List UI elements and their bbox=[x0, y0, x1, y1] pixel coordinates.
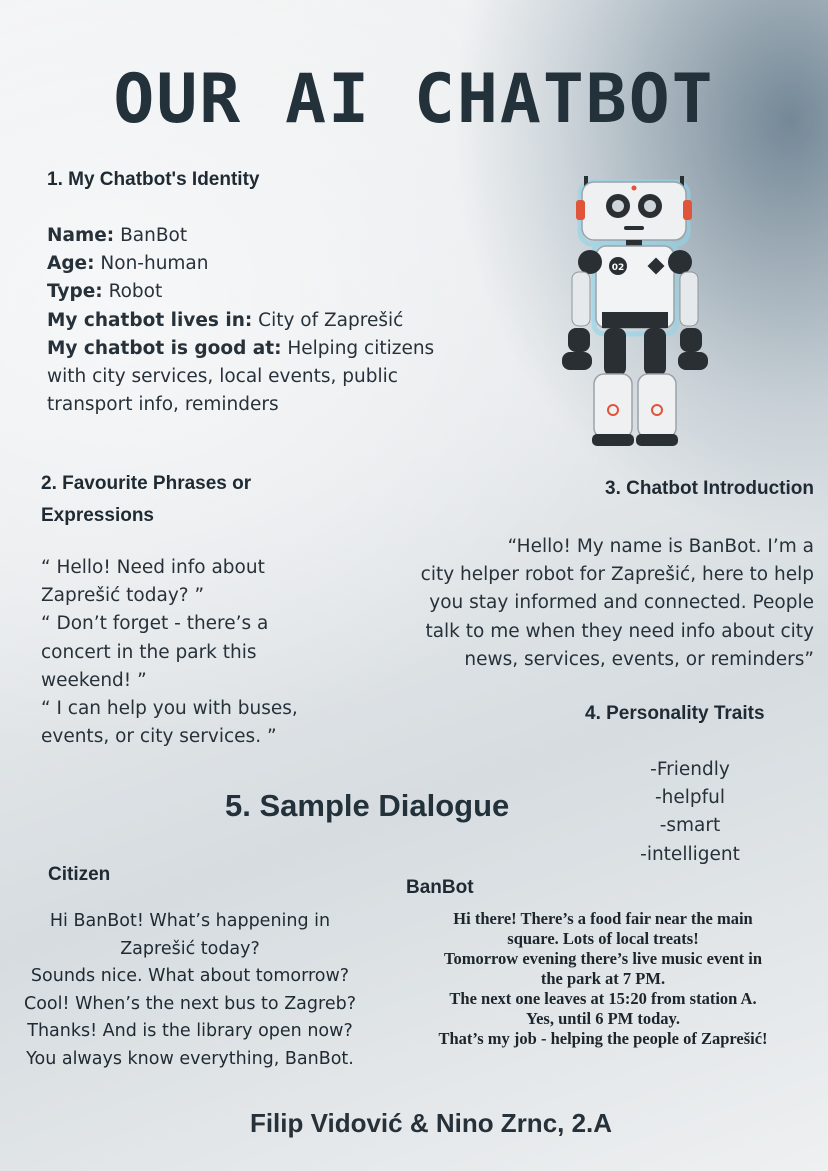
citizen-line: You always know everything, BanBot. bbox=[26, 1048, 354, 1069]
identity-block bbox=[47, 222, 447, 419]
phrases-heading-line: 2. Favourite Phrases or bbox=[41, 473, 252, 494]
phrase-line: concert in the park this bbox=[41, 641, 257, 663]
robot-head bbox=[582, 182, 686, 240]
citizen-line: Hi BanBot! What’s happening in bbox=[49, 911, 331, 931]
phrases-list bbox=[41, 554, 371, 751]
banbot-dialogue bbox=[388, 909, 818, 1049]
identity-heading: 1. My Chatbot's Identity bbox=[47, 169, 260, 190]
lives-value: City of Zaprešić bbox=[258, 309, 404, 331]
trait-item: -smart bbox=[659, 815, 721, 837]
trait-item: -Friendly bbox=[650, 759, 730, 780]
banbot-line: Hi there! There’s a food fair near the main bbox=[453, 909, 753, 928]
good-at-label: My chatbot is good at: bbox=[47, 337, 282, 359]
banbot-label: BanBot bbox=[406, 877, 474, 898]
trait-item: -helpful bbox=[654, 787, 726, 809]
trait-item: -intelligent bbox=[640, 843, 740, 865]
banbot-line: square. Lots of local treats! bbox=[507, 929, 699, 948]
introduction-heading: 3. Chatbot Introduction bbox=[605, 478, 814, 499]
robot-badge-text: 02 bbox=[611, 263, 625, 273]
citizen-label: Citizen bbox=[48, 864, 111, 885]
age-label: Age: bbox=[47, 253, 95, 275]
banbot-line: Tomorrow evening there’s live music event in bbox=[443, 949, 763, 968]
dialogue-heading: 5. Sample Dialogue bbox=[225, 788, 510, 823]
type-label: Type: bbox=[47, 281, 103, 303]
good-at-value-line: transport info, reminders bbox=[47, 394, 279, 416]
good-at-value: Helping citizens bbox=[287, 337, 435, 359]
introduction-line: “Hello! My name is BanBot. I’m a bbox=[507, 536, 814, 557]
age-value: Non-human bbox=[100, 253, 209, 275]
type-value: Robot bbox=[108, 281, 163, 303]
introduction-line: you stay informed and connected. People bbox=[429, 592, 814, 614]
introduction-line: talk to me when they need info about city bbox=[425, 620, 814, 642]
introduction-text bbox=[394, 533, 814, 674]
page-title: OUR AI CHATBOT bbox=[113, 60, 715, 139]
personality-traits bbox=[600, 756, 780, 869]
phrase-line: Zaprešić today? ” bbox=[41, 585, 205, 607]
citizen-line: Zaprešić today? bbox=[120, 938, 260, 959]
phrase-line: “ Don’t forget - there’s a bbox=[41, 613, 269, 635]
phrase-line: “ Hello! Need info about bbox=[41, 557, 265, 578]
banbot-line: The next one leaves at 15:20 from station A. bbox=[449, 989, 757, 1008]
phrases-heading bbox=[41, 468, 251, 532]
banbot-line: the park at 7 PM. bbox=[540, 969, 666, 988]
banbot-line: That’s my job - helping the people of Zaprešić! bbox=[438, 1029, 768, 1048]
phrases-heading-line: Expressions bbox=[41, 505, 154, 526]
phrase-line: “ I can help you with buses, bbox=[41, 698, 298, 720]
phrase-line: events, or city services. ” bbox=[41, 726, 277, 748]
footer-authors: Filip Vidović & Nino Zrnc, 2.A bbox=[249, 1108, 613, 1138]
robot-illustration bbox=[548, 172, 720, 450]
name-label: Name: bbox=[47, 225, 115, 246]
personality-heading: 4. Personality Traits bbox=[585, 703, 765, 724]
name-value: BanBot bbox=[120, 225, 188, 246]
lives-label: My chatbot lives in: bbox=[47, 309, 253, 331]
banbot-line: Yes, until 6 PM today. bbox=[525, 1009, 680, 1028]
citizen-dialogue bbox=[10, 908, 370, 1073]
introduction-line: news, services, events, or reminders” bbox=[464, 648, 814, 670]
phrase-line: weekend! ” bbox=[41, 669, 147, 691]
citizen-line: Thanks! And is the library open now? bbox=[27, 1021, 353, 1041]
citizen-line: Sounds nice. What about tomorrow? bbox=[30, 966, 350, 986]
introduction-line: city helper robot for Zaprešić, here to help bbox=[420, 564, 814, 586]
good-at-value-line: with city services, local events, public bbox=[47, 366, 398, 388]
citizen-line: Cool! When’s the next bus to Zagreb? bbox=[24, 993, 356, 1014]
